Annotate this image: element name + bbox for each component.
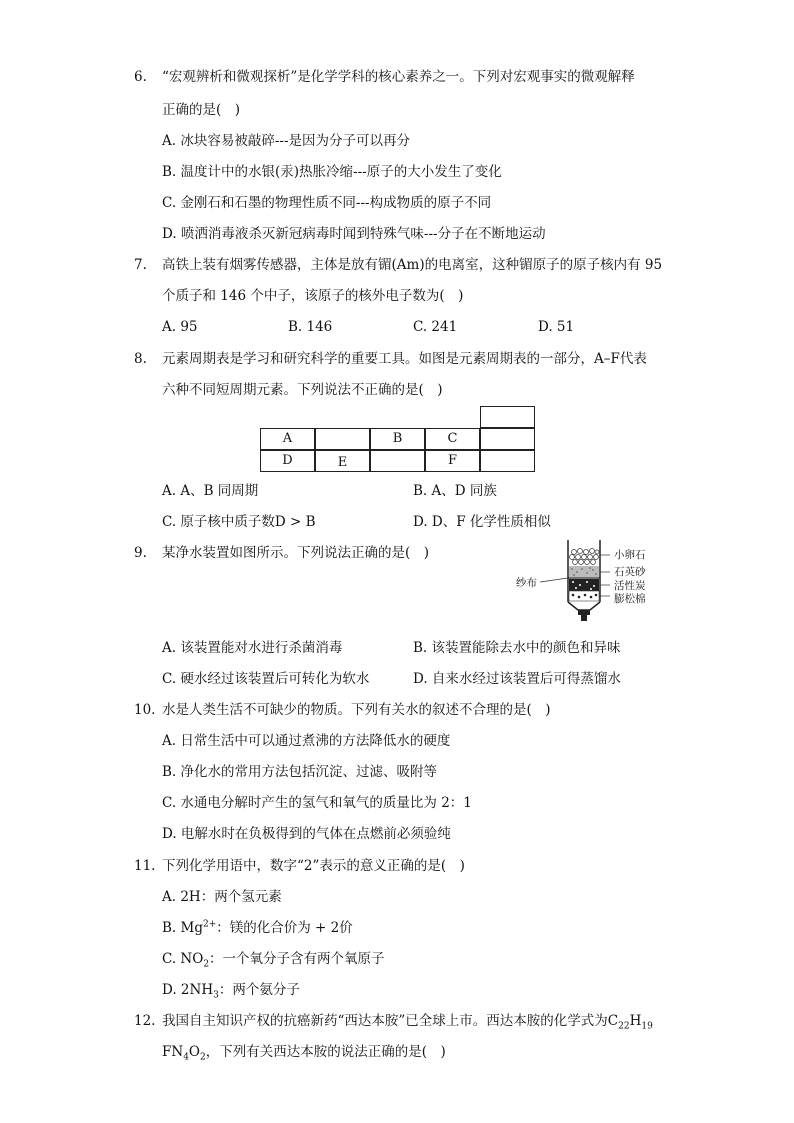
- question-6-option-b: B. 温度计中的水银(汞)热胀冷缩---原子的大小发生了变化: [162, 164, 502, 180]
- option-b-text: B. Mg: [162, 920, 203, 936]
- question-6-option-c: C. 金刚石和石墨的物理性质不同---构成物质的原子不同: [162, 195, 492, 211]
- table-cell-b: B: [370, 428, 425, 450]
- question-8-option-c: C. 原子核中质子数D > B: [162, 514, 316, 530]
- question-9-option-b: B. 该装置能除去水中的颜色和异味: [413, 640, 621, 656]
- formula-sub-c: 22: [618, 1021, 630, 1032]
- table-cell-a: A: [260, 428, 315, 450]
- question-8-option-a: A. A、B 同周期: [162, 483, 259, 499]
- table-cell-empty-1: [315, 428, 370, 450]
- question-7-option-a: A. 95: [162, 319, 198, 335]
- formula-sub-o: 2: [200, 1052, 206, 1063]
- question-10-option-c: C. 水通电分解时产生的氢气和氧气的质量比为 2：1: [162, 795, 472, 811]
- table-cell-empty-4: [480, 450, 535, 472]
- label-cotton: 膨松棉: [614, 593, 646, 605]
- label-activated-carbon: 活性炭: [614, 580, 646, 592]
- label-quartz-sand: 石英砂: [614, 566, 646, 578]
- question-8-stem-line2: 六种不同短周期元素。下列说法不正确的是( ): [162, 382, 443, 398]
- option-d-tail: ：两个氨分子: [218, 982, 300, 998]
- question-8-number: 8.: [134, 351, 147, 367]
- question-11-number: 11.: [134, 858, 156, 874]
- option-c-subscript: 2: [203, 959, 210, 970]
- formula-sub-h: 19: [641, 1021, 653, 1032]
- question-6-stem-line2: 正确的是( ): [162, 102, 241, 118]
- option-c-text: C. NO: [162, 951, 204, 967]
- question-12-stem-line1: [162, 1012, 653, 1030]
- formula-o: O: [188, 1044, 200, 1060]
- question-11-option-a: [162, 888, 282, 906]
- question-10-number: 10.: [134, 702, 156, 718]
- formula-sub-n: 4: [183, 1052, 189, 1063]
- question-12-stem-line2: [162, 1043, 446, 1061]
- question-7-stem-line2: 个质子和 146 个中子，该原子的核外电子数为( ): [162, 288, 464, 304]
- table-cell-f: F: [425, 450, 480, 472]
- question-7-stem-line1: 高铁上装有烟雾传感器，主体是放有镅(Am)的电离室，这种镅原子的原子核内有 95: [162, 257, 663, 273]
- table-cell-e: E: [315, 450, 370, 472]
- question-8-option-b: B. A、D 同族: [413, 483, 497, 499]
- question-10-option-a: A. 日常生活中可以通过煮沸的方法降低水的硬度: [162, 733, 451, 749]
- table-cell-empty-3: [370, 450, 425, 472]
- question-7-option-b: B. 146: [288, 319, 333, 335]
- table-cell-top-right: [480, 406, 535, 428]
- option-d-text: D. 2NH: [162, 982, 214, 998]
- option-c-tail: ：一个氧分子含有两个氧原子: [209, 951, 385, 967]
- table-cell-empty-2: [480, 428, 535, 450]
- question-12-number: 12.: [134, 1013, 156, 1029]
- question-9-option-d: D. 自来水经过该装置后可得蒸馏水: [413, 671, 621, 687]
- question-6-option-d: D. 喷洒消毒液杀灭新冠病毒时闻到特殊气味---分子在不断地运动: [162, 226, 546, 242]
- question-6-stem-line1: “宏观辨析和微观探析”是化学学科的核心素养之一。下列对宏观事实的微观解释: [162, 69, 635, 85]
- option-d-subscript: 3: [213, 990, 219, 1001]
- table-cell-d: D: [260, 450, 315, 472]
- question-12-stem-text: 我国自主知识产权的抗癌新药“西达本胺”已全球上市。西达本胺的化学式为C: [162, 1013, 619, 1029]
- option-b-tail: ：镁的化合价为 + 2价: [216, 920, 353, 936]
- water-filter-diagram: [510, 538, 670, 626]
- question-10-stem: 水是人类生活不可缺少的物质。下列有关水的叙述不合理的是( ): [162, 702, 551, 718]
- question-10-option-b: B. 净化水的常用方法包括沉淀、过滤、吸附等: [162, 764, 438, 780]
- question-6-option-a: A. 冰块容易被敲碎---是因为分子可以再分: [162, 133, 411, 149]
- question-7-option-d: D. 51: [538, 319, 575, 335]
- question-11-option-b: [162, 919, 353, 937]
- formula-fn: FN: [162, 1044, 184, 1060]
- question-10-option-d: D. 电解水时在负极得到的气体在点燃前必须验纯: [162, 826, 451, 842]
- question-7-option-c: C. 241: [413, 319, 458, 335]
- question-6-number: 6.: [134, 69, 147, 85]
- question-12-stem-tail: ，下列有关西达本胺的说法正确的是( ): [205, 1044, 446, 1060]
- question-9-option-a: A. 该装置能对水进行杀菌消毒: [162, 640, 343, 656]
- question-9-option-c: C. 硬水经过该装置后可转化为软水: [162, 671, 370, 687]
- option-a-text: A. 2H：两个氢元素: [162, 889, 282, 905]
- label-gauze: 纱布: [516, 577, 537, 589]
- label-pebbles: 小卵石: [614, 549, 646, 561]
- question-8-option-d: D. D、F 化学性质相似: [413, 514, 551, 530]
- table-cell-c: C: [425, 428, 480, 450]
- question-11-stem: 下列化学用语中，数字“2”表示的意义正确的是( ): [162, 858, 465, 874]
- question-7-number: 7.: [134, 257, 147, 273]
- question-9-number: 9.: [134, 545, 147, 561]
- option-b-superscript: 2+: [202, 919, 217, 930]
- question-11-option-d: [162, 981, 300, 999]
- question-9-stem: 某净水装置如图所示。下列说法正确的是( ): [162, 545, 430, 561]
- formula-h: H: [629, 1013, 642, 1029]
- question-11-option-c: [162, 950, 385, 968]
- question-8-stem-line1: 元素周期表是学习和研究科学的重要工具。如图是元素周期表的一部分，A–F代表: [162, 351, 647, 367]
